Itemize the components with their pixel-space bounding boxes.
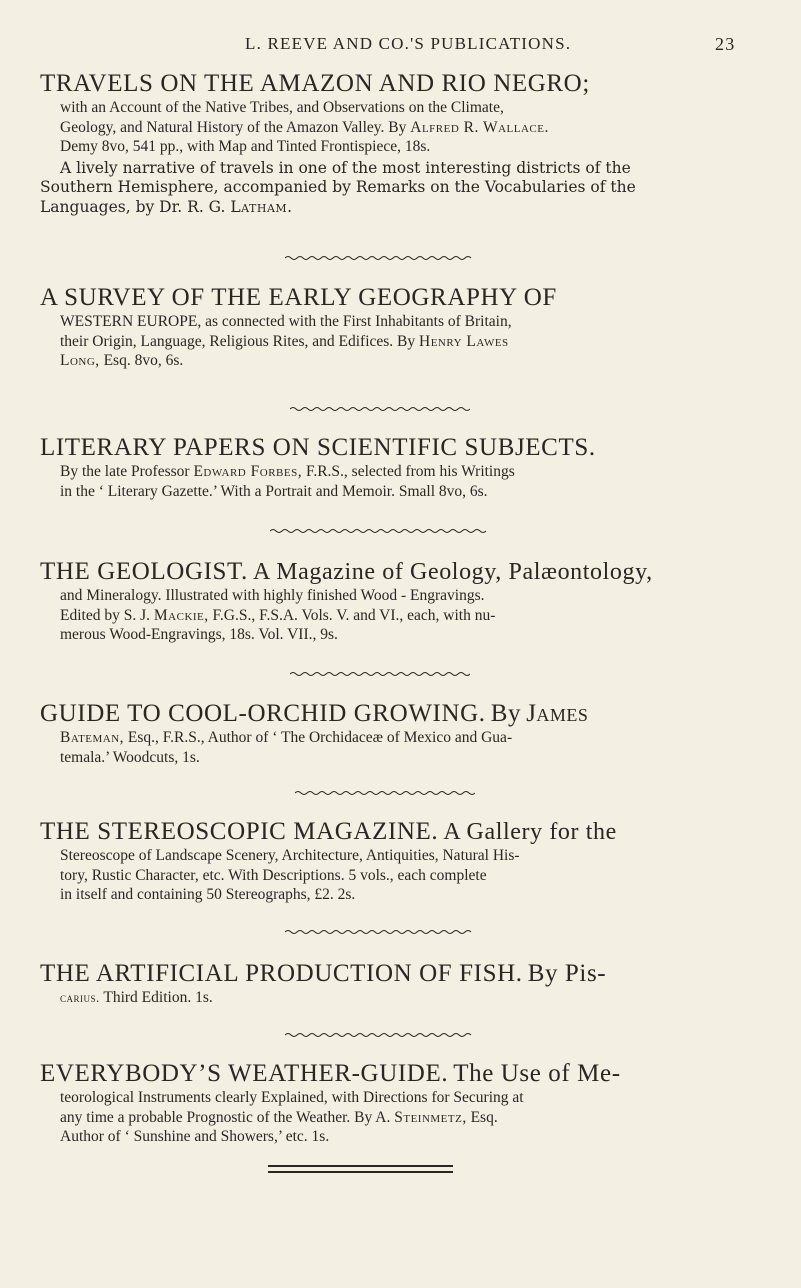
blurb-line: A lively narrative of travels in one of the most interesting districts of the — [60, 158, 631, 177]
blurb-line: Southern Hemisphere, accompanied by Remarks on the Vocabularies of the — [40, 178, 636, 196]
entry-title-rest: A Gallery for the — [443, 819, 617, 845]
entry-title-line — [40, 818, 770, 846]
entry-description — [40, 98, 770, 157]
blurb-line — [40, 198, 770, 218]
page-number: 23 — [715, 34, 736, 54]
desc-text: any time a probable Prognostic of the Weather. By A. — [60, 1108, 391, 1126]
entry-description — [40, 728, 770, 767]
wavy-divider — [295, 789, 475, 797]
entry-title-rest: A Magazine of Geology, Palæontology, — [253, 559, 653, 585]
wavy-divider — [290, 670, 470, 678]
desc-text: By the late Professor — [60, 463, 190, 480]
desc-line — [60, 988, 770, 1008]
desc-line: tory, Rustic Character, etc. With Descriptions. 5 vols., each complete — [60, 866, 487, 884]
desc-text: F.G.S., F.S.A. Vols. V. and VI., each, with nu- — [212, 606, 496, 624]
entry-title-line — [40, 700, 770, 728]
wavy-divider — [285, 254, 475, 262]
desc-line: in the ‘ Literary Gazette.’ With a Portrait and Memoir. Small 8vo, 6s. — [60, 482, 488, 500]
desc-line — [60, 606, 770, 626]
entry-title: LITERARY PAPERS ON SCIENTIFIC SUBJECTS. — [40, 434, 596, 461]
entry-title: TRAVELS ON THE AMAZON AND RIO NEGRO; — [40, 70, 590, 97]
author-name: Bateman, — [60, 729, 125, 746]
blurb-text: Languages, by Dr. R. G. — [40, 197, 226, 216]
wavy-divider — [285, 928, 475, 936]
desc-line: in itself and containing 50 Stereographs, £2. 2s. — [60, 886, 356, 903]
desc-line — [60, 462, 770, 482]
author-first-name: James — [526, 700, 589, 727]
author-name: Mackie, — [153, 606, 209, 624]
author-name-cont: Long, — [60, 352, 100, 369]
desc-line: Author of ‘ Sunshine and Showers,’ etc. 1s. — [60, 1128, 330, 1145]
desc-line: Demy 8vo, 541 pp., with Map and Tinted Frontispiece, 18s. — [60, 138, 431, 155]
entry-title-rest: By — [490, 700, 522, 727]
running-title: L. REEVE AND CO.'S PUBLICATIONS. — [245, 34, 572, 53]
entry-title-line — [40, 1060, 770, 1088]
desc-line: temala.’ Woodcuts, 1s. — [60, 748, 200, 766]
entry-title: THE GEOLOGIST. — [40, 558, 248, 585]
end-rule-bottom — [268, 1171, 453, 1173]
desc-text: their Origin, Language, Religious Rites, and Edifices. By — [60, 332, 416, 350]
entry-early-geography — [40, 284, 770, 371]
wavy-divider — [290, 405, 470, 413]
desc-line — [60, 351, 770, 371]
entry-title-rest: The Use of Me- — [453, 1060, 621, 1087]
entry-title: THE STEREOSCOPIC MAGAZINE. — [40, 818, 439, 845]
wavy-divider — [270, 527, 490, 535]
desc-line — [60, 1108, 770, 1128]
desc-line — [60, 728, 770, 748]
blurb-author-name: Latham. — [230, 197, 293, 216]
entry-description — [40, 586, 770, 645]
desc-text: F.R.S., selected from his Writings — [305, 463, 515, 480]
desc-line: with an Account of the Native Tribes, and Observations on the Climate, — [60, 99, 504, 116]
desc-line: WESTERN EUROPE, as connected with the First Inhabitants of Britain, — [60, 313, 512, 330]
entry-description — [40, 1088, 770, 1147]
author-name: Steinmetz, — [394, 1108, 467, 1126]
desc-text: Esq., F.R.S., Author of ‘ The Orchidaceæ of Mexico and Gua- — [127, 729, 513, 746]
entry-title-line — [40, 558, 770, 586]
entry-title-rest: By Pis- — [527, 960, 607, 987]
desc-line — [60, 118, 770, 138]
desc-text: Esq. 8vo, 6s. — [103, 352, 184, 369]
desc-line — [60, 332, 770, 352]
entry-literary-papers — [40, 434, 770, 501]
desc-line: merous Wood-Engravings, 18s. Vol. VII., 9s. — [60, 626, 338, 643]
entry-description — [40, 462, 770, 501]
entry-title: EVERYBODY’S WEATHER-GUIDE. — [40, 1060, 449, 1087]
desc-text: Geology, and Natural History of the Amazon Valley. By — [60, 118, 407, 136]
entry-artificial-fish — [40, 960, 770, 1008]
entry-travels-amazon — [40, 70, 770, 217]
entry-stereoscopic-magazine — [40, 818, 770, 905]
author-name: Henry Lawes — [419, 332, 509, 350]
entry-description — [40, 312, 770, 371]
entry-cool-orchid — [40, 700, 770, 767]
entry-blurb — [40, 159, 770, 218]
author-name: carius. — [60, 990, 100, 1005]
desc-line: and Mineralogy. Illustrated with highly finished Wood - Engravings. — [60, 587, 485, 604]
wavy-divider — [285, 1031, 475, 1039]
entry-title: THE ARTIFICIAL PRODUCTION OF FISH. — [40, 960, 523, 987]
entry-title: GUIDE TO COOL-ORCHID GROWING. — [40, 700, 486, 727]
author-name: Edward Forbes, — [193, 463, 303, 480]
entry-description — [40, 846, 770, 905]
desc-line: Stereoscope of Landscape Scenery, Architecture, Antiquities, Natural His- — [60, 847, 520, 864]
entry-description — [40, 988, 770, 1008]
desc-text: Esq. — [470, 1108, 498, 1126]
author-name: Alfred R. Wallace. — [410, 118, 549, 136]
entry-title-line — [40, 960, 770, 988]
entry-weather-guide — [40, 1060, 770, 1147]
end-rule-top — [268, 1165, 453, 1167]
desc-line: teorological Instruments clearly Explained, with Directions for Securing at — [60, 1089, 524, 1106]
entry-title: A SURVEY OF THE EARLY GEOGRAPHY OF — [40, 284, 557, 311]
desc-text: Third Edition. 1s. — [103, 989, 213, 1006]
running-header — [245, 34, 765, 54]
desc-text: Edited by S. J. — [60, 606, 150, 624]
entry-the-geologist — [40, 558, 770, 645]
